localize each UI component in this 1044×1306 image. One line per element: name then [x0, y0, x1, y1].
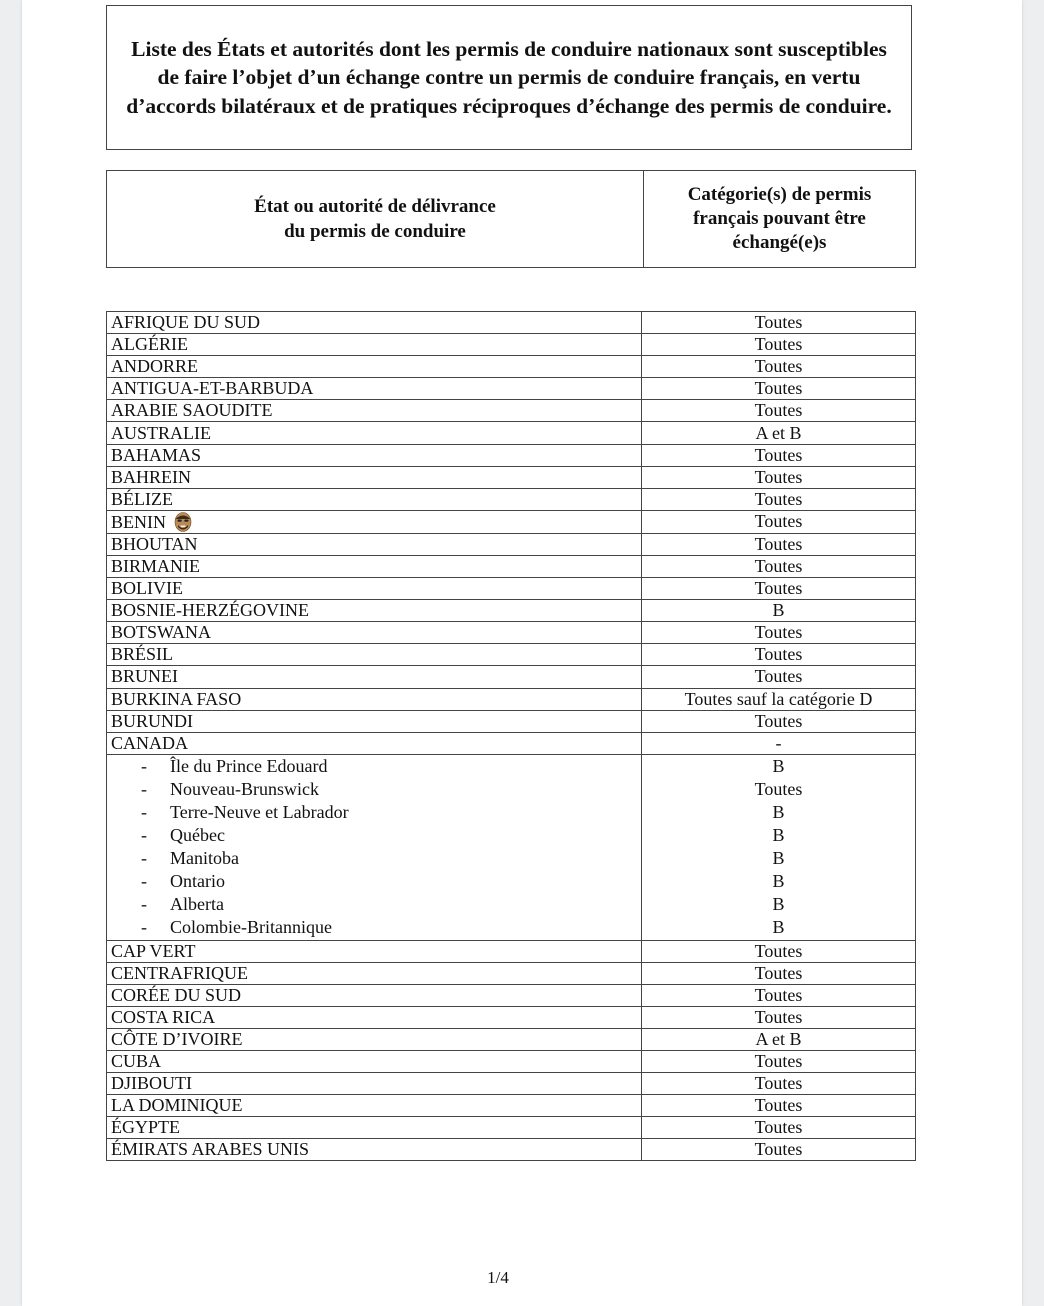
province-category: B — [772, 917, 785, 938]
category-cell: Toutes — [642, 1006, 916, 1028]
state-cell — [107, 488, 642, 510]
province-item — [111, 893, 637, 916]
document-page — [22, 0, 1022, 1306]
page-footer — [22, 1268, 1022, 1288]
category-cell: Toutes — [642, 1073, 916, 1095]
province-list-cell — [107, 754, 642, 940]
country-table-body — [107, 312, 916, 1161]
table-row — [107, 533, 916, 555]
state-cell — [107, 710, 642, 732]
province-category: B — [772, 825, 785, 846]
table-row — [107, 334, 916, 356]
province-category: Toutes — [754, 778, 803, 799]
province-name: Colombie-Britannique — [170, 917, 332, 938]
province-name: Alberta — [170, 894, 224, 915]
table-header — [106, 170, 916, 268]
category-cell: Toutes — [642, 555, 916, 577]
table-row — [107, 1006, 916, 1028]
table-row-canada — [107, 732, 916, 754]
state-name: COSTA RICA — [111, 1006, 216, 1027]
state-name: DJIBOUTI — [111, 1073, 192, 1094]
table-row — [107, 444, 916, 466]
category-cell: Toutes sauf la catégorie D — [642, 688, 916, 710]
category-cell: Toutes — [642, 578, 916, 600]
province-name: Manitoba — [170, 848, 239, 869]
state-name: CENTRAFRIQUE — [111, 962, 249, 983]
state-cell — [107, 940, 642, 962]
province-name: Québec — [170, 825, 225, 846]
category-cell: Toutes — [642, 644, 916, 666]
province-name: Terre-Neuve et Labrador — [170, 801, 349, 822]
table-row — [107, 356, 916, 378]
table-row — [107, 378, 916, 400]
state-cell — [107, 600, 642, 622]
province-name: Ontario — [170, 871, 225, 892]
state-name: BURKINA FASO — [111, 688, 242, 709]
table-row — [107, 644, 916, 666]
category-cell: Toutes — [642, 488, 916, 510]
province-item — [111, 824, 637, 847]
state-cell — [107, 510, 642, 533]
province-category: B — [772, 801, 785, 822]
province-category: B — [772, 894, 785, 915]
table-row-canada-provinces — [107, 754, 916, 940]
category-cell: Toutes — [642, 1139, 916, 1161]
state-cell — [107, 1139, 642, 1161]
province-dash: - — [141, 778, 147, 799]
province-category: B — [772, 755, 785, 776]
table-row — [107, 984, 916, 1006]
state-cell — [107, 1117, 642, 1139]
category-cell: Toutes — [642, 334, 916, 356]
state-cell — [107, 378, 642, 400]
province-name: Île du Prince Edouard — [170, 755, 328, 776]
province-dash: - — [141, 871, 147, 892]
province-category: B — [772, 871, 785, 892]
state-name: ALGÉRIE — [111, 334, 188, 355]
category-cell: Toutes — [642, 666, 916, 688]
category-cell: Toutes — [642, 378, 916, 400]
state-cell — [107, 555, 642, 577]
state-cell — [107, 1073, 642, 1095]
state-name: CANADA — [111, 732, 189, 753]
category-cell: Toutes — [642, 1051, 916, 1073]
province-item — [111, 916, 637, 939]
state-cell — [107, 1006, 642, 1028]
table-row — [107, 1095, 916, 1117]
state-name: ANTIGUA-ET-BARBUDA — [111, 378, 314, 399]
table-row — [107, 1028, 916, 1050]
state-cell — [107, 334, 642, 356]
state-name: BIRMANIE — [111, 555, 200, 576]
table-row — [107, 578, 916, 600]
table-row — [107, 466, 916, 488]
header-state-column — [107, 171, 644, 267]
category-cell: Toutes — [642, 466, 916, 488]
table-row — [107, 1073, 916, 1095]
state-name: BOLIVIE — [111, 578, 183, 599]
country-table — [106, 311, 916, 1161]
table-row — [107, 600, 916, 622]
state-cell — [107, 688, 642, 710]
table-row — [107, 666, 916, 688]
document-title-box — [106, 5, 912, 150]
state-cell — [107, 578, 642, 600]
state-cell — [107, 466, 642, 488]
category-cell: Toutes — [642, 1117, 916, 1139]
province-dash: - — [141, 848, 147, 869]
table-row — [107, 555, 916, 577]
category-cell: A et B — [642, 422, 916, 444]
header-category-column — [644, 171, 915, 267]
state-name: BRÉSIL — [111, 644, 174, 665]
province-category-cell — [642, 754, 916, 940]
table-row — [107, 710, 916, 732]
state-cell — [107, 1028, 642, 1050]
state-name: ARABIE SAOUDITE — [111, 400, 273, 421]
state-cell — [107, 1051, 642, 1073]
state-cell — [107, 644, 642, 666]
category-cell: Toutes — [642, 510, 916, 533]
table-row — [107, 510, 916, 533]
state-name: BAHAMAS — [111, 444, 202, 465]
table-row — [107, 422, 916, 444]
state-name: BHOUTAN — [111, 533, 198, 554]
table-row — [107, 400, 916, 422]
table-row — [107, 688, 916, 710]
province-dash: - — [141, 917, 147, 938]
province-item — [111, 870, 637, 893]
category-cell: - — [642, 732, 916, 754]
category-cell: Toutes — [642, 444, 916, 466]
state-name: ÉGYPTE — [111, 1117, 180, 1138]
page-number: 1/4 — [487, 1268, 509, 1287]
category-cell: Toutes — [642, 312, 916, 334]
category-cell: Toutes — [642, 400, 916, 422]
state-cell — [107, 1095, 642, 1117]
province-item — [111, 755, 637, 778]
header-state-label: État ou autorité de délivrance du permis de conduire — [254, 196, 496, 242]
state-name: ÉMIRATS ARABES UNIS — [111, 1139, 310, 1160]
document-title: Liste des États et autorités dont les permis de conduire nationaux sont susceptibles de faire l’objet d’un échange contre un permis de conduire français, en vertu d’accords bilatéraux et de pratiques réciproques d’échange des permis de conduire. — [126, 36, 892, 118]
province-item — [111, 847, 637, 870]
table-row — [107, 488, 916, 510]
state-cell — [107, 422, 642, 444]
state-cell — [107, 400, 642, 422]
state-name: BÉLIZE — [111, 488, 173, 509]
province-dash: - — [141, 894, 147, 915]
province-name: Nouveau-Brunswick — [170, 778, 319, 799]
state-name: BOSNIE-HERZÉGOVINE — [111, 600, 309, 621]
table-row — [107, 1139, 916, 1161]
state-name: BAHREIN — [111, 466, 191, 487]
table-row — [107, 1117, 916, 1139]
category-cell: Toutes — [642, 710, 916, 732]
state-name: CÔTE D’IVOIRE — [111, 1028, 243, 1049]
province-category: B — [772, 848, 785, 869]
category-cell: Toutes — [642, 356, 916, 378]
category-cell: B — [642, 600, 916, 622]
table-row — [107, 312, 916, 334]
province-dash: - — [141, 825, 147, 846]
state-name: BENIN — [111, 511, 166, 532]
province-dash: - — [141, 755, 147, 776]
state-cell — [107, 533, 642, 555]
table-row — [107, 940, 916, 962]
category-cell: Toutes — [642, 1095, 916, 1117]
state-name: BURUNDI — [111, 710, 194, 731]
state-cell — [107, 962, 642, 984]
state-name: ANDORRE — [111, 356, 199, 377]
state-cell — [107, 444, 642, 466]
category-cell: Toutes — [642, 962, 916, 984]
state-name: BOTSWANA — [111, 622, 212, 643]
state-cell — [107, 732, 642, 754]
state-cell — [107, 984, 642, 1006]
state-name: CAP VERT — [111, 940, 196, 961]
province-item — [111, 778, 637, 801]
table-row — [107, 1051, 916, 1073]
state-name: CORÉE DU SUD — [111, 984, 242, 1005]
state-name: AUSTRALIE — [111, 422, 211, 443]
table-row — [107, 962, 916, 984]
face-emoji-icon — [174, 511, 192, 532]
state-cell — [107, 666, 642, 688]
table-row — [107, 622, 916, 644]
state-name: AFRIQUE DU SUD — [111, 312, 261, 333]
category-cell: Toutes — [642, 984, 916, 1006]
state-name: CUBA — [111, 1051, 162, 1072]
province-item — [111, 801, 637, 824]
state-cell — [107, 356, 642, 378]
province-dash: - — [141, 801, 147, 822]
state-cell — [107, 312, 642, 334]
category-cell: A et B — [642, 1028, 916, 1050]
header-category-label: Catégorie(s) de permis français pouvant être échangé(e)s — [687, 184, 872, 253]
state-cell — [107, 622, 642, 644]
category-cell: Toutes — [642, 622, 916, 644]
category-cell: Toutes — [642, 940, 916, 962]
state-name: BRUNEI — [111, 666, 178, 687]
category-cell: Toutes — [642, 533, 916, 555]
state-name: LA DOMINIQUE — [111, 1095, 243, 1116]
